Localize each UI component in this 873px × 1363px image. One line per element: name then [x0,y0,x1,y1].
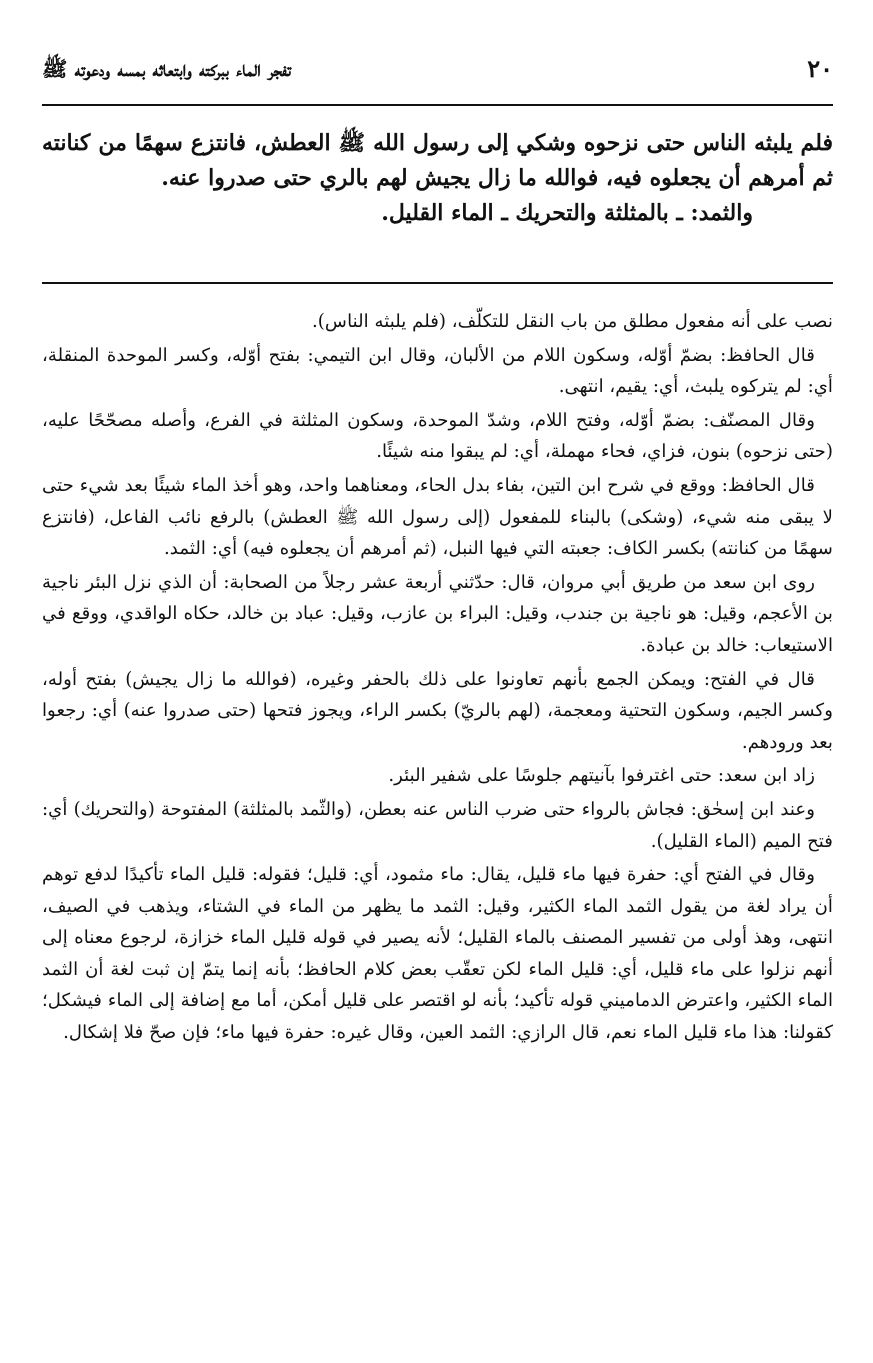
commentary-paragraph: وعند ابن إسحٰق: فجاش بالرواء حتى ضرب الناس عنه بعطن، (والثّمد بالمثلثة) المفتوحة (والتحريك) أي: فتح الميم (الماء القليل). [42,798,833,852]
commentary-paragraph: وقال في الفتح أي: حفرة فيها ماء قليل، يقال: ماء مثمود، أي: قليل؛ فقوله: قليل الماء تأكيدًا لدفع توهم أن يراد لغة من يقول الثمد الماء الكثير، وقيل: الثمد ما يظهر من الماء في الشتاء، ويذهب في الصيف، انتهى، وهذ أولى من تفسير المصنف بالماء القليل؛ لأنه يصير في قوله قليل الماء خزازة، لرجوع معناه إلى أنهم نزلوا على ماء قليل، أي: قليل الماء لكن تعقّب بعض كلام الحافظ؛ بأنه إنما يتمّ إن ثبت لغة أن الثمد الماء الكثير، واعترض الدماميني قوله تأكيد؛ بأنه لو اقتصر على قليل أمكن، أما مع إضافة إلى الماء فيشكل؛ كقولنا: هذا ماء قليل الماء نعم، قال الرازي: الثمد العين، وقال غيره: حفرة فيها ماء؛ فإن صحّ فلا إشكال. [42,864,833,1044]
main-text-paragraph: فلم يلبثه الناس حتى نزحوه وشكي إلى رسول الله ﷺ العطش، فانتزع سهمًا من كنانته ثم أمرهم أن يجعلوه فيه، فوالله ما زال يجيش لهم بالري حتى صدروا عنه. [42,130,833,191]
commentary-paragraph: وقال المصنّف: بضمّ أوّله، وفتح اللام، وشدّ الموحدة، وسكون المثلثة في الفرع، وأصله مصحّحًا عليه، (حتى نزحوه) بنون، فزاي، فحاء مهملة، أي: لم يبقوا منه شيئًا. [42,409,833,463]
main-text-definition: والثمد: ـ بالمثلثة والتحريك ـ الماء القليل. [381,200,753,226]
page-header [42,52,833,92]
commentary-paragraph: زاد ابن سعد: حتى اغترفوا بآنيتهم جلوسًا على شفير البئر. [388,765,815,787]
commentary-paragraph: قال الحافظ: بضمّ أوّله، وسكون اللام من الألبان، وقال ابن التيمي: بفتح أوّله، وكسر الموحدة المنقلة، أي: لم يتركوه يلبث، أي: يقيم، انتهى. [42,344,833,398]
main-text [42,126,833,231]
page-number: ٢٠ [807,54,833,83]
header-rule [42,104,833,106]
commentary-paragraph: قال في الفتح: ويمكن الجمع بأنهم تعاونوا على ذلك بالحفر وغيره، (فوالله ما زال يجيش) بفتح أوله، وكسر الجيم، وسكون التحتية ومعجمة، (لهم بالريّ) بكسر الراء، ويجوز فتحها (حتى صدروا عنه) أي: رجعوا بعد ورودهم. [42,668,833,753]
running-title: تفجر الماء ببركته وابتعاثه بمسه ودعوته ﷺ [42,56,291,81]
commentary-paragraph: روى ابن سعد من طريق أبي مروان، قال: حدّثني أربعة عشر رجلاً من الصحابة: أن الذي نزل البئر ناجية بن الأعجم، وقيل: هو ناجية بن جندب، وقيل: البراء بن عازب، وقيل: عباد بن خالد، حكاه الواقدي، ووقع في الاستيعاب: خالد بن عبادة. [42,571,833,656]
separator-rule [42,282,833,284]
commentary-paragraph: قال الحافظ: ووقع في شرح ابن التين، بفاء بدل الحاء، ومعناهما واحد، وهو أخذ الماء شيئًا بعد شيء حتى لا يبقى منه شيء، (وشكى) بالبناء للمفعول (إلى رسول الله ﷺ العطش) بالرفع نائب الفاعل، (فانتزع سهمًا من كنانته) بكسر الكاف: جعبته التي فيها النبل، (ثم أمرهم أن يجعلوه فيه) أي: الثمد. [42,474,833,560]
commentary [42,306,833,1051]
commentary-paragraph: نصب على أنه مفعول مطلق من باب النقل للتكلّف، (فلم يلبثه الناس). [312,311,833,332]
